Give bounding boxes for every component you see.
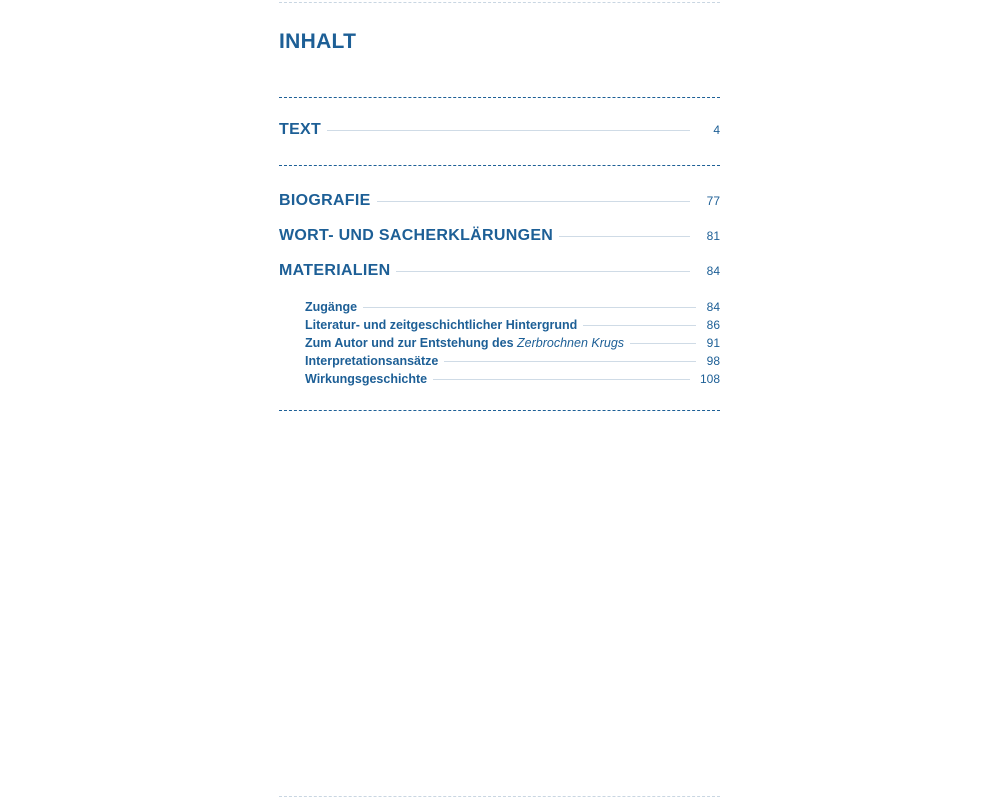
leader-line (363, 307, 696, 308)
leader-line (377, 201, 690, 202)
bottom-edge-rule (279, 796, 720, 797)
toc-entry-label: WORT- UND SACHERKLÄRUNGEN (279, 227, 554, 244)
page-title: INHALT (279, 30, 357, 53)
toc-subentry-zugaenge[interactable] (305, 300, 720, 314)
toc-subentry-hintergrund[interactable] (305, 318, 720, 332)
toc-entry-materialien[interactable] (279, 262, 720, 280)
toc-entry-wort-und-sacherklaerungen[interactable] (279, 227, 720, 245)
toc-subentry-interpretationsansaetze[interactable] (305, 354, 720, 368)
divider-1 (279, 97, 720, 98)
toc-subentry-label: Zugänge (305, 300, 358, 314)
top-edge-rule (279, 2, 720, 3)
toc-entry-page: 81 (706, 229, 720, 243)
toc-entry-label: BIOGRAFIE (279, 192, 371, 209)
toc-subentry-label: Interpretationsansätze (305, 354, 439, 368)
toc-entry-page: 84 (706, 264, 720, 278)
toc-entry-label: TEXT (279, 121, 322, 138)
leader-line (396, 271, 690, 272)
leader-line (327, 130, 690, 131)
divider-3 (279, 410, 720, 411)
toc-subentry-label: Wirkungsgeschichte (305, 372, 428, 386)
toc-subentry-page: 84 (706, 300, 720, 314)
toc-entry-page: 4 (713, 123, 720, 137)
leader-line (583, 325, 696, 326)
toc-subentry-label-italic: Zerbrochnen Krugs (517, 336, 625, 350)
leader-line (433, 379, 690, 380)
leader-line (630, 343, 696, 344)
toc-subentry-label: Literatur- und zeitgeschichtlicher Hintergrund (305, 318, 578, 332)
toc-subentry-autor-entstehung[interactable] (305, 336, 720, 350)
toc-subentry-label (305, 336, 624, 350)
toc-entry-page: 77 (706, 194, 720, 208)
leader-line (559, 236, 690, 237)
toc-subentry-page: 91 (706, 336, 720, 350)
toc-entry-label: MATERIALIEN (279, 262, 391, 279)
divider-2 (279, 165, 720, 166)
toc-subentry-page: 98 (706, 354, 720, 368)
leader-line (444, 361, 696, 362)
toc-entry-biografie[interactable] (279, 192, 720, 210)
toc-subentry-page: 86 (706, 318, 720, 332)
toc-subentry-page: 108 (699, 372, 720, 386)
toc-subentry-label-text: Zum Autor und zur Entstehung des (305, 336, 518, 350)
toc-subentry-wirkungsgeschichte[interactable] (305, 372, 720, 386)
toc-entry-text[interactable] (279, 121, 720, 139)
